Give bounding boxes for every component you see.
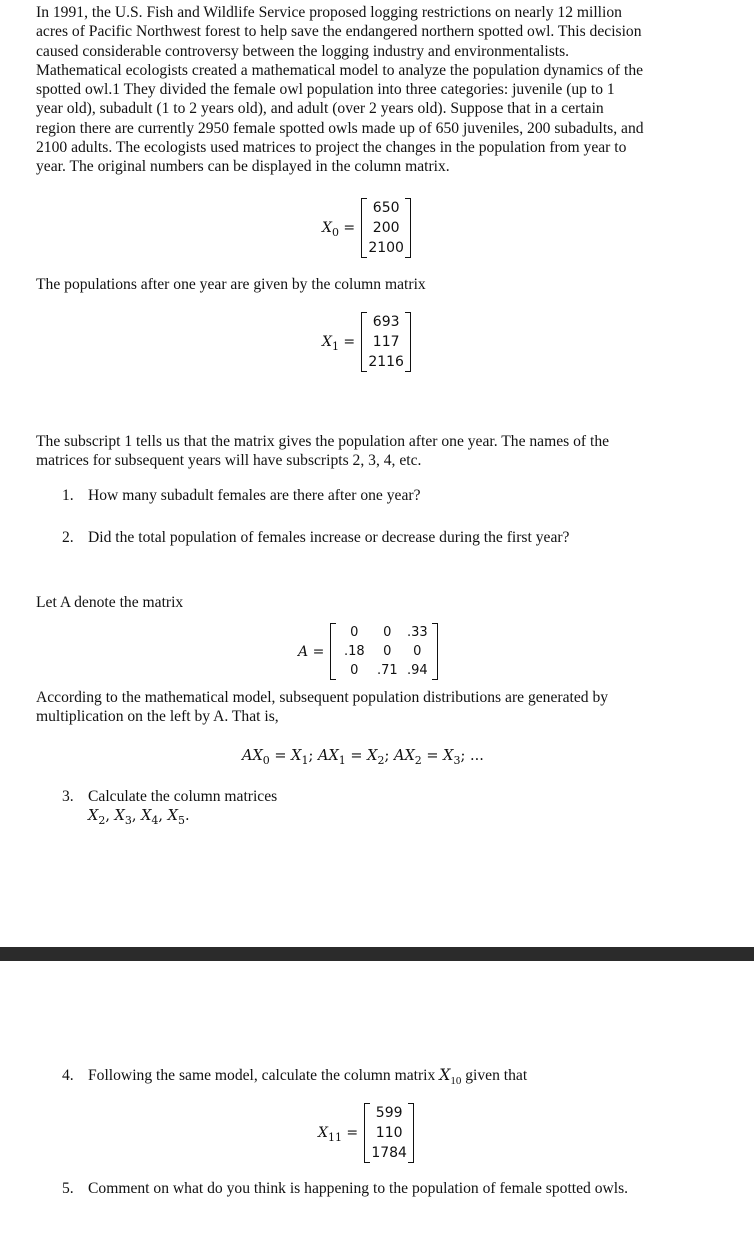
intro-line: region there are currently 2950 female spotted owls made up of 650 juveniles, 200 subadults, and xyxy=(36,119,644,137)
matrix-cell: 0 xyxy=(383,625,392,640)
matrix-cell: .71 xyxy=(376,663,398,678)
intro-line: acres of Pacific Northwest forest to help save the endangered northern spotted owl. This decision xyxy=(36,23,642,41)
after-one-year-text: The populations after one year are given by the column matrix xyxy=(36,276,426,293)
question-1: 1. How many subadult females are there after one year? xyxy=(62,487,421,504)
matrix-x1-body xyxy=(361,312,411,372)
matrix-cell: 2100 xyxy=(368,240,404,256)
matrix-cell: 0 xyxy=(350,625,359,640)
intro-line: In 1991, the U.S. Fish and Wildlife Service proposed logging restrictions on nearly 12 million xyxy=(36,4,622,21)
intro-paragraph xyxy=(36,3,716,177)
matrix-cell: .94 xyxy=(406,663,428,678)
intro-line: caused considerable controversy between the logging industry and environmentalists. xyxy=(36,42,570,60)
matrix-x1 xyxy=(322,312,411,372)
intro-line: year old), subadult (1 to 2 years old), and adult (over 2 years old). Suppose that in a certain xyxy=(36,100,604,118)
matrix-x0-body xyxy=(361,198,411,258)
matrix-x0-label: $X_0$ = xyxy=(322,220,356,239)
question-4: 4. Following the same model, calculate the column matrix $X_{10}$ given that xyxy=(62,1066,528,1087)
intro-line: Mathematical ecologists created a mathematical model to analyze the population dynamics of the xyxy=(36,61,644,79)
intro-line: 2100 adults. The ecologists used matrices to project the changes in the population from year to xyxy=(36,139,627,157)
intro-line: spotted owl.1 They divided the female owl population into three categories: juvenile (up to 1 xyxy=(36,81,615,99)
matrix-cell: 2116 xyxy=(368,354,404,370)
matrix-a-label: A = xyxy=(298,643,325,660)
matrix-cell: 200 xyxy=(372,220,400,236)
matrix-cell: 0 xyxy=(383,644,392,659)
matrix-x11-label: $X_{11}$ = xyxy=(318,1125,359,1144)
model-paragraph: According to the mathematical model, subsequent population distributions are generated by multiplication on the left by A. That is, xyxy=(36,689,609,726)
matrix-cell: 599 xyxy=(375,1105,403,1121)
matrix-x11-body xyxy=(364,1103,414,1163)
matrix-a-body xyxy=(330,623,438,680)
matrix-x0 xyxy=(322,198,411,258)
matrix-cell: .33 xyxy=(406,625,428,640)
question-2: 2. Did the total population of females increase or decrease during the first year? xyxy=(62,529,570,546)
matrix-a xyxy=(298,623,438,680)
matrix-cell: 1784 xyxy=(371,1145,407,1161)
matrix-cell: 0 xyxy=(350,663,359,678)
matrix-x1-label: $X_1$ = xyxy=(322,334,356,353)
matrix-cell: 650 xyxy=(372,200,400,216)
matrix-cell: .18 xyxy=(343,644,365,659)
page-separator xyxy=(0,947,754,961)
subscript-paragraph: The subscript 1 tells us that the matrix gives the population after one year. The names of the matrices for subsequent years will have subscripts 2, 3, 4, etc. xyxy=(36,433,610,470)
matrix-x11 xyxy=(318,1103,414,1163)
let-a-text: Let A denote the matrix xyxy=(36,594,184,611)
recurrence-equation: $AX_0 = X_1$; $AX_1 = X_2$; $AX_2 = X_3$; ... xyxy=(242,748,484,767)
question-3-matrices: $X_2$, $X_3$, $X_4$, $X_5$. xyxy=(88,808,190,827)
matrix-cell: 110 xyxy=(375,1125,403,1141)
intro-line: year. The original numbers can be displayed in the column matrix. xyxy=(36,158,450,176)
question-5: 5. Comment on what do you think is happening to the population of female spotted owls. xyxy=(62,1180,629,1197)
matrix-cell: 693 xyxy=(372,314,400,330)
matrix-cell: 117 xyxy=(372,334,400,350)
matrix-cell: 0 xyxy=(413,644,422,659)
question-3: 3. Calculate the column matrices xyxy=(62,788,278,805)
